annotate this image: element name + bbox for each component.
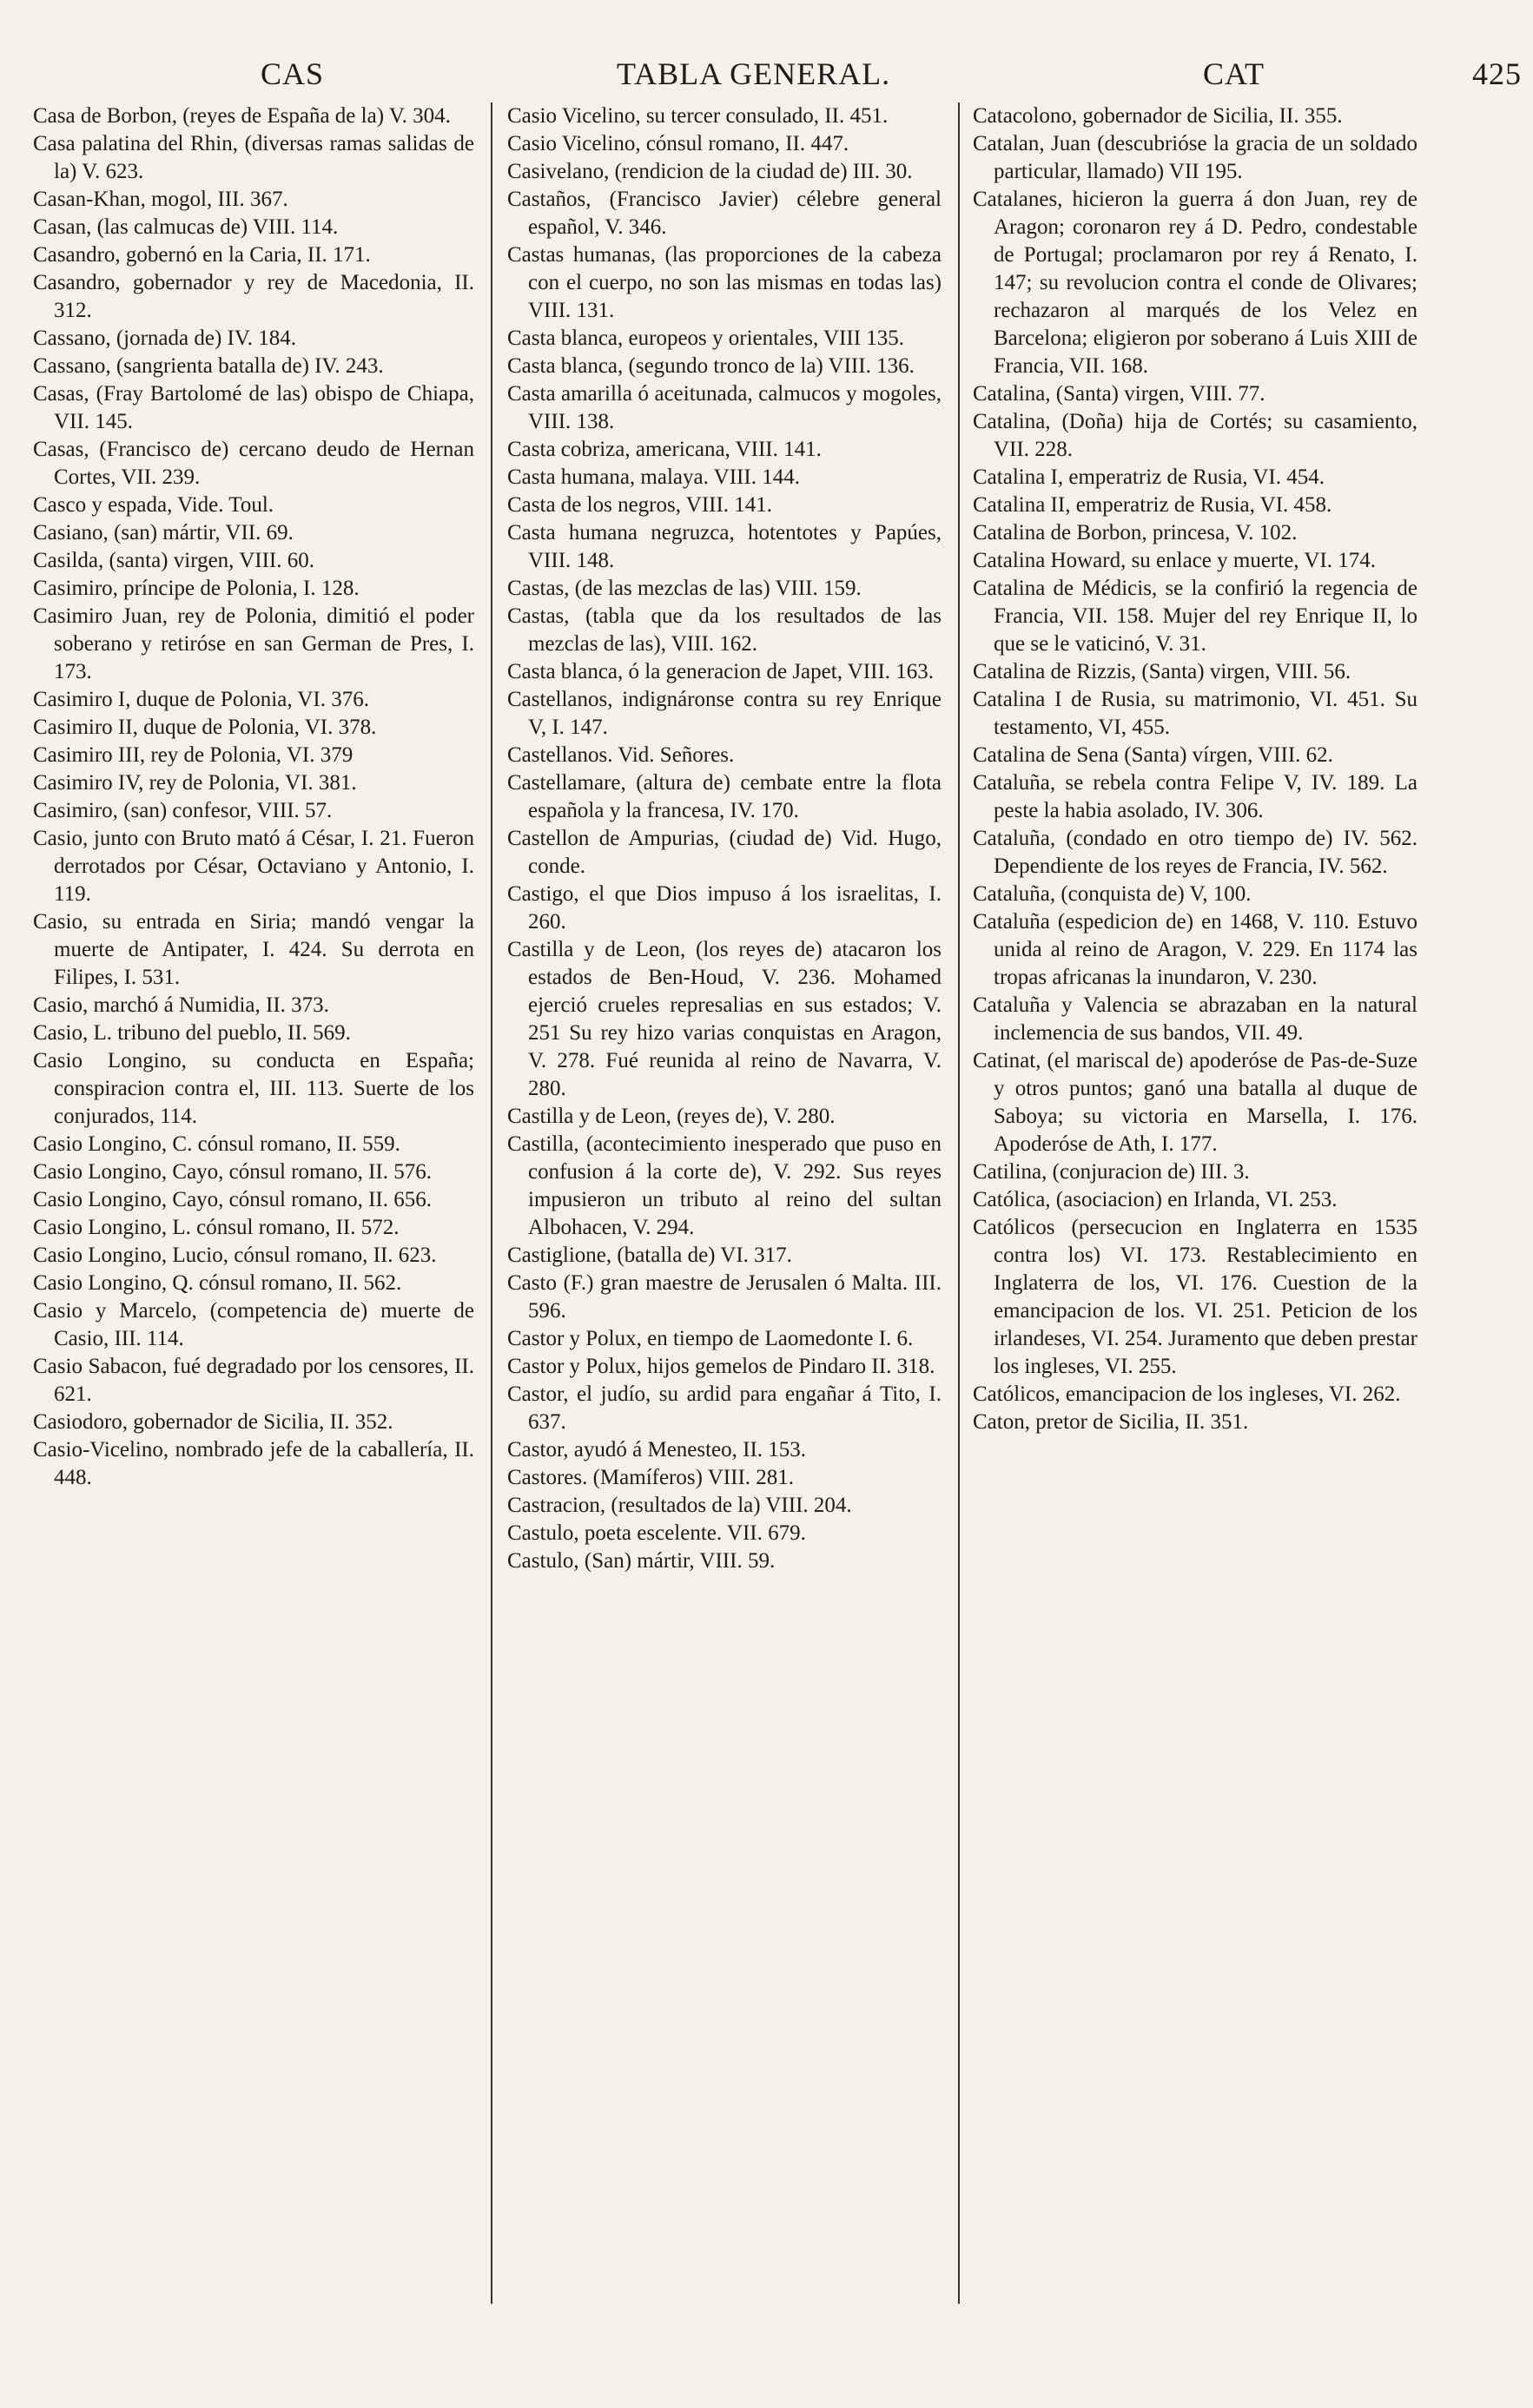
index-entry: Catalina I, emperatriz de Rusia, VI. 454. [973,465,1325,489]
index-entry: Casio Longino, C. cónsul romano, II. 559. [33,1132,400,1156]
index-entry: Castilla y de Leon, (los reyes de) atacaron los estados de Ben-Houd, V. 236. Mohamed ejerció crueles represalias en sus estados; V. 251 Su rey hizo varias conquistas en Aragon, V. 278. Fué reunida al reino de Navarra, V. 280. [507,938,942,1100]
index-entry: Castellamare, (altura de) cembate entre la flota española y la francesa, IV. 170. [507,771,942,822]
index-entry: Casio Longino, Cayo, cónsul romano, II. 576. [33,1160,432,1184]
index-entry: Casimiro Juan, rey de Polonia, dimitió el poder soberano y retiróse en san German de Pres, I. 173. [33,604,474,683]
index-entry: Casandro, gobernó en la Caria, II. 171. [33,243,371,267]
index-entry: Casandro, gobernador y rey de Macedonia, II. 312. [33,271,474,322]
index-column-middle [507,102,942,2326]
index-entry: Casan, (las calmucas de) VIII. 114. [33,215,339,239]
index-entry: Catalina, (Doña) hija de Cortés; su casamiento, VII. 228. [973,410,1417,461]
index-entry: Casio-Vicelino, nombrado jefe de la caballería, II. 448. [33,1438,474,1489]
index-entry: Castiglione, (batalla de) VI. 317. [507,1244,792,1267]
index-entry: Cassano, (jornada de) IV. 184. [33,327,296,350]
index-entry: Casimiro, príncipe de Polonia, I. 128. [33,577,360,600]
index-entry: Casas, (Francisco de) cercano deudo de Hernan Cortes, VII. 239. [33,438,474,489]
index-entry: Catilina, (conjuracion de) III. 3. [973,1160,1250,1184]
index-entry: Católica, (asociacion) en Irlanda, VI. 253. [973,1188,1338,1211]
index-entry: Castor y Polux, en tiempo de Laomedonte I. 6. [507,1327,914,1350]
index-entry: Casio Longino, su conducta en España; conspiracion contra el, III. 113. Suerte de los conjurados, 114. [33,1049,474,1128]
index-entry: Catalan, Juan (descubrióse la gracia de un soldado particular, llamado) VII 195. [973,132,1417,183]
index-entry: Casta blanca, (segundo tronco de la) VIII. 136. [507,354,915,378]
index-entry: Castigo, el que Dios impuso á los israelitas, I. 260. [507,882,942,934]
index-entry: Casta cobriza, americana, VIII. 141. [507,438,822,461]
index-entry: Casta humana, malaya. VIII. 144. [507,465,800,489]
index-entry: Casiano, (san) mártir, VII. 69. [33,521,294,544]
index-entry: Casimiro I, duque de Polonia, VI. 376. [33,688,369,711]
index-entry: Casimiro, (san) confesor, VIII. 57. [33,799,333,822]
index-entry: Casa palatina del Rhin, (diversas ramas salidas de la) V. 623. [33,132,474,183]
index-entry: Casio Longino, Q. cónsul romano, II. 562. [33,1271,402,1295]
column-divider [491,102,492,2304]
index-entry: Casio y Marcelo, (competencia de) muerte de Casio, III. 114. [33,1299,474,1350]
index-entry: Castor, el judío, su ardid para engañar á Tito, I. 637. [507,1382,942,1434]
index-entry: Catalanes, hicieron la guerra á don Juan, rey de Aragon; coronaron rey á D. Pedro, condestable de Portugal; proclamaron por rey á Renato, I. 147; su revolucion contra el conde de Olivares; rechazaron al marqués de los Velez en Barcelona; eligieron por soberano á Luis XIII de Francia, VII. 168. [973,188,1417,378]
index-entry: Cataluña, (condado en otro tiempo de) IV. 562. Dependiente de los reyes de Francia, IV. 562. [973,827,1417,878]
index-entry: Casilda, (santa) virgen, VIII. 60. [33,549,314,572]
index-entry: Catalina de Rizzis, (Santa) virgen, VIII. 56. [973,660,1351,683]
page-number: 425 [1472,56,1522,91]
index-entry: Cataluña, (conquista de) V, 100. [973,882,1252,906]
index-entry: Catalina II, emperatriz de Rusia, VI. 458. [973,493,1332,517]
index-entry: Casimiro IV, rey de Polonia, VI. 381. [33,771,357,795]
index-entry: Catinat, (el mariscal de) apoderóse de Pas-de-Suze y otros puntos; ganó una batalla al duque de Saboya; su victoria en Marsella, I. 176. Apoderóse de Ath, I. 177. [973,1049,1417,1156]
index-entry: Catalina Howard, su enlace y muerte, VI. 174. [973,549,1376,572]
index-entry: Castaños, (Francisco Javier) célebre general español, V. 346. [507,188,942,239]
index-entry: Castellanos. Vid. Señores. [507,743,735,767]
index-entry: Cassano, (sangrienta batalla de) IV. 243. [33,354,384,378]
index-entry: Cataluña (espedicion de) en 1468, V. 110. Estuvo unida al reino de Aragon, V. 229. En 1174 las tropas africanas la inundaron, V. 230. [973,910,1417,989]
index-entry: Castellanos, indignáronse contra su rey Enrique V, I. 147. [507,688,942,739]
index-entry: Casan-Khan, mogol, III. 367. [33,188,288,211]
index-entry: Castor, ayudó á Menesteo, II. 153. [507,1438,807,1461]
index-entry: Catalina, (Santa) virgen, VIII. 77. [973,382,1265,406]
index-entry: Casio Longino, Cayo, cónsul romano, II. 656. [33,1188,432,1211]
index-entry: Casta humana negruzca, hotentotes y Papúes, VIII. 148. [507,521,942,572]
index-entry: Casta amarilla ó aceitunada, calmucos y mogoles, VIII. 138. [507,382,942,433]
index-entry: Casco y espada, Vide. Toul. [33,493,274,517]
index-entry: Castores. (Mamíferos) VIII. 281. [507,1466,795,1489]
index-entry: Casimiro III, rey de Polonia, VI. 379 [33,743,354,767]
index-entry: Casio, marchó á Numidia, II. 373. [33,993,329,1017]
index-entry: Castor y Polux, hijos gemelos de Pindaro II. 318. [507,1355,935,1378]
running-header [35,56,1520,104]
index-entry: Casio Vicelino, cónsul romano, II. 447. [507,132,849,155]
index-entry: Cataluña y Valencia se abrazaban en la natural inclemencia de sus bandos, VII. 49. [973,993,1417,1045]
index-entry: Cataluña, se rebela contra Felipe V, IV. 189. La peste la habia asolado, IV. 306. [973,771,1417,822]
index-entry: Castas humanas, (las proporciones de la cabeza con el cuerpo, no son las mismas en todas las) VIII. 131. [507,243,942,322]
index-entry: Casas, (Fray Bartolomé de las) obispo de Chiapa, VII. 145. [33,382,474,433]
column-divider [958,102,960,2304]
index-entry: Casimiro II, duque de Polonia, VI. 378. [33,716,377,739]
index-entry: Catacolono, gobernador de Sicilia, II. 355. [973,104,1343,128]
index-entry: Castracion, (resultados de la) VIII. 204. [507,1494,852,1517]
index-entry: Casiodoro, gobernador de Sicilia, II. 352. [33,1410,393,1434]
index-entry: Casio Sabacon, fué degradado por los censores, II. 621. [33,1355,474,1406]
index-entry: Casio Vicelino, su tercer consulado, II. 451. [507,104,889,128]
header-title: TABLA GENERAL. [617,56,891,91]
index-entry: Casta blanca, europeos y orientales, VIII 135. [507,327,905,350]
index-entry: Caton, pretor de Sicilia, II. 351. [973,1410,1249,1434]
index-entry: Casio Longino, Lucio, cónsul romano, II. 623. [33,1244,437,1267]
index-entry: Catalina de Médicis, se la confirió la regencia de Francia, VII. 158. Mujer del rey Enrique II, lo que se le vaticinó, V. 31. [973,577,1417,656]
index-entry: Casio, junto con Bruto mató á César, I. 21. Fueron derrotados por César, Octaviano y Antonio, I. 119. [33,827,474,906]
index-entry: Castilla y de Leon, (reyes de), V. 280. [507,1105,836,1128]
index-entry: Casio Longino, L. cónsul romano, II. 572. [33,1216,400,1239]
index-entry: Catalina de Sena (Santa) vírgen, VIII. 62. [973,743,1333,767]
index-entry: Católicos, emancipacion de los ingleses, VI. 262. [973,1382,1401,1406]
index-entry: Castas, (de las mezclas de las) VIII. 159. [507,577,862,600]
index-entry: Católicos (persecucion en Inglaterra en 1535 contra los) VI. 173. Restablecimiento en Inglaterra de los, VI. 176. Cuestion de la emancipacion de los. VI. 251. Peticion de los irlandeses, VI. 254. Juramento que deben prestar los ingleses, VI. 255. [973,1216,1417,1378]
index-entry: Casio, su entrada en Siria; mandó vengar la muerte de Antipater, I. 424. Su derrota en Filipes, I. 531. [33,910,474,989]
index-entry: Casio, L. tribuno del pueblo, II. 569. [33,1021,351,1045]
index-entry: Casta blanca, ó la generacion de Japet, VIII. 163. [507,660,935,683]
index-entry: Castellon de Ampurias, (ciudad de) Vid. Hugo, conde. [507,827,942,878]
index-entry: Casivelano, (rendicion de la ciudad de) III. 30. [507,160,913,183]
index-entry: Castilla, (acontecimiento inesperado que puso en confusion á la corte de), V. 292. Sus reyes impusieron un tributo al reino del sultan Albohacen, V. 294. [507,1132,942,1239]
index-entry: Castulo, (San) mártir, VIII. 59. [507,1549,776,1573]
index-entry: Casa de Borbon, (reyes de España de la) V. 304. [33,104,451,128]
index-entry: Casto (F.) gran maestre de Jerusalen ó Malta. III. 596. [507,1271,942,1323]
index-entry: Castulo, poeta escelente. VII. 679. [507,1521,806,1545]
header-right-guide-word: CAT [1203,56,1265,91]
header-left-guide-word: CAS [261,56,325,91]
index-column-right [973,102,1417,2326]
index-entry: Catalina I de Rusia, su matrimonio, VI. 451. Su testamento, VI, 455. [973,688,1417,739]
index-entry: Catalina de Borbon, princesa, V. 102. [973,521,1298,544]
index-entry: Castas, (tabla que da los resultados de las mezclas de las), VIII. 162. [507,604,942,656]
index-column-left [33,102,474,2326]
index-entry: Casta de los negros, VIII. 141. [507,493,773,517]
